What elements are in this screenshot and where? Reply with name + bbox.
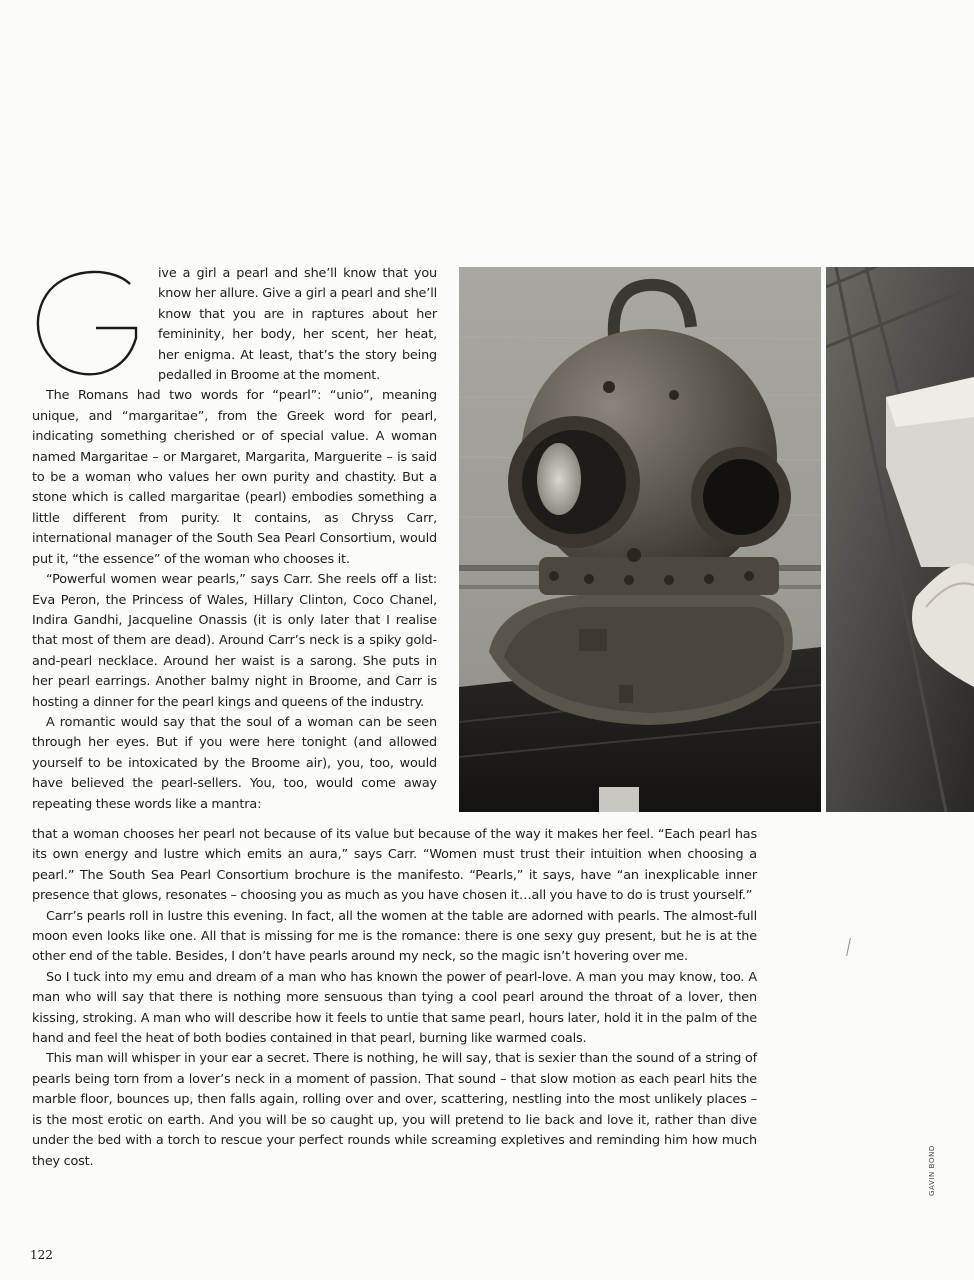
paragraph-romans: The Romans had two words for “pearl”: “unio”, meaning unique, and “margaritae”, from the Greek word for pearl, indicating something cherished or of special value. A woman named Margaritae – or Margaret, Margarita, Marguerite – is said to be a woman who values her own purity and chastity. But a stone which is called margaritae (pearl) embodies something a little different from purity. It contains, as Chryss Carr, international manager of the South Sea Pearl Consortium, would put it, “the essence” of the woman who chooses it. [32,388,437,567]
page-number: 122 [30,1248,53,1262]
intro-column [32,264,437,815]
full-width-column [32,825,757,1172]
paragraph-powerful-women: “Powerful women wear pearls,” says Carr. She reels off a list: Eva Peron, the Princess of Wales, Hillary Clinton, Coco Chanel, Indira Gandhi, Jacqueline Onassis (it is only later that I realise that most of them are dead). Around Carr’s neck is a spiky gold-and-pearl necklace. Around her waist is a sarong. She puts in her pearl earrings. Another balmy night in Broome, and Carr is hosting a dinner for the pearl kings and queens of the industry. [32,572,437,710]
photo-credit: GAVIN BOND [928,1145,936,1196]
deck-shell-illustration [826,267,974,812]
diving-helmet-illustration [459,267,821,812]
paragraph-romantic-continued: that a woman chooses her pearl not because of its value but because of the way it makes her feel. “Each pearl has its own energy and lustre which emits an aura,” says Carr. “Women must trust their intuition when choosing a pearl.” The South Sea Pearl Consortium brochure is the manifesto. “Pearls,” it says, have “an inexplicable inner presence that glows, resonates – choosing you as much as you have chosen it…all you have to do is trust yourself.” [32,827,757,904]
drop-cap-letter [32,268,144,376]
paragraph-emu: So I tuck into my emu and dream of a man who has known the power of pearl-love. A man you may know, too. A man who will say that there is nothing more sensuous than tying a cool pearl around the throat of a lover, then kissing, stroking. A man who will describe how it feels to untie that same pearl, hours later, hold it in the palm of the hand and feel the heat of both bodies contained in that pearl, burning like warmed coals. [32,969,757,1047]
paragraph-romantic-start: A romantic would say that the soul of a woman can be seen through her eyes. But if you were here tonight (and allowed yourself to be intoxicated by the Broome air), you, too, would have believed the pearl-sellers. You, too, would come away repeating these words like a mantra: [32,714,437,812]
stray-pen-mark [846,938,851,956]
paragraph-lustre: Carr’s pearls roll in lustre this evening. In fact, all the women at the table are adorned with pearls. The almost-full moon even looks like one. All that is missing for me is the romance: there is one sexy guy present, but he is at the other end of the table. Besides, I don’t have pearls around my neck, so the magic isn’t hovering over me. [32,908,757,965]
paragraph-whisper: This man will whisper in your ear a secret. There is nothing, he will say, that is sexier than the sound of a string of pearls being torn from a lover’s neck in a moment of passion. That sound – that slow motion as each pearl hits the marble floor, bounces up, then falls again, rolling over and over, scattering, nestling into the most unlikely places – is the most erotic on earth. And you will be so caught up, you will pretend to lie back and love it, rather than dive under the bed with a torch to rescue your perfect rounds while screaming expletives and reminding him how much they cost. [32,1051,757,1169]
deck-shell-photo [826,267,974,812]
intro-paragraph: ive a girl a pearl and she’ll know that you know her allure. Give a girl a pearl and she’ll know that you are in raptures about her femininity, her body, her scent, her heat, her enigma. At least, that’s the story being pedalled in Broome at the moment. [158,266,437,384]
diving-helmet-photo [459,267,821,812]
